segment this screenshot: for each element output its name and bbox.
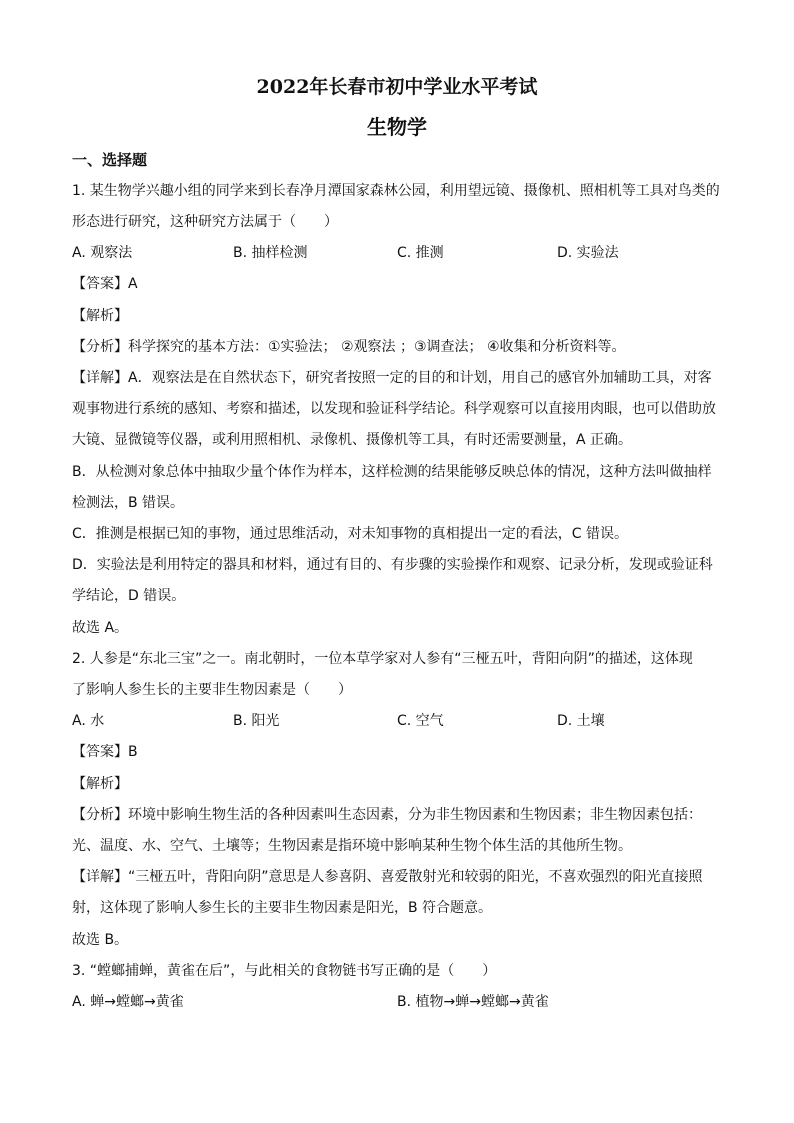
- q2-option-d: D. 土壤: [557, 713, 605, 729]
- q2-option-a: A. 水: [72, 713, 105, 729]
- q2-answer: 【答案】B: [72, 744, 138, 760]
- q1-detail-line7: D．实验法是利用特定的器具和材料，通过有目的、有步骤的实验操作和观察、记录分析，发现或验证科: [72, 557, 713, 573]
- q1-option-c: C. 推测: [397, 245, 444, 261]
- q1-option-a: A. 观察法: [72, 245, 133, 261]
- q2-stem-line1: 2. 人参是“东北三宝”之一。南北朝时，一位本草学家对人参有“三桠五叶，背阳向阴”的描述，这体现: [72, 651, 693, 667]
- q1-detail-line8: 学结论，D 错误。: [72, 588, 186, 604]
- q2-analysis-line1: 【分析】环境中影响生物生活的各种因素叫生态因素，分为非生物因素和生物因素；非生物因素包括：: [72, 807, 702, 823]
- q1-detail-line4: B．从检测对象总体中抽取少量个体作为样本，这样检测的结果能够反映总体的情况，这种方法叫做抽样: [72, 464, 712, 480]
- q1-answer: 【答案】A: [72, 276, 138, 292]
- q1-option-d: D. 实验法: [557, 245, 619, 261]
- q1-detail-line2: 观事物进行系统的感知、考察和描述，以发现和验证科学结论。科学观察可以直接用肉眼，也可以借助放: [72, 401, 716, 417]
- q2-detail-line2: 射，这体现了影响人参生长的主要非生物因素是阳光，B 符合题意。: [72, 900, 493, 916]
- q1-detail-line1: 【详解】A．观察法是在自然状态下，研究者按照一定的目的和计划，用自己的感官外加辅助工具，对客: [72, 370, 712, 386]
- q2-detail-line1: 【详解】“三桠五叶，背阳向阴”意思是人参喜阴、喜爱散射光和较弱的阳光，不喜欢强烈的阳光直接照: [72, 869, 703, 885]
- q2-option-b: B. 阳光: [233, 713, 280, 729]
- section-heading: 一、选择题: [72, 151, 148, 169]
- q2-analysis-label: 【解析】: [72, 776, 128, 792]
- q1-stem-line1: 1. 某生物学兴趣小组的同学来到长春净月潭国家森林公园，利用望远镜、摄像机、照相机等工具对鸟类的: [72, 183, 720, 199]
- q1-stem-line2: 形态进行研究，这种研究方法属于（ ）: [72, 214, 338, 230]
- q1-detail-line3: 大镜、显微镜等仪器，或利用照相机、录像机、摄像机等工具，有时还需要测量，A 正确。: [72, 432, 633, 448]
- q3-option-a: A. 蝉→螳螂→黄雀: [72, 994, 184, 1010]
- q1-conclusion: 故选 A。: [72, 620, 129, 636]
- q1-detail-line6: C．推测是根据已知的事物，通过思维活动，对未知事物的真相提出一定的看法，C 错误。: [72, 526, 628, 542]
- q2-stem-line2: 了影响人参生长的主要非生物因素是（ ）: [72, 682, 352, 698]
- q2-conclusion: 故选 B。: [72, 932, 129, 948]
- q1-option-b: B. 抽样检测: [233, 245, 308, 261]
- q1-analysis: 【分析】科学探究的基本方法：①实验法； ②观察法 ；③调查法； ④收集和分析资料等。: [72, 339, 626, 355]
- q2-option-c: C. 空气: [397, 713, 444, 729]
- q3-stem: 3. “螳螂捕蝉，黄雀在后”，与此相关的食物链书写正确的是（ ）: [72, 963, 497, 979]
- q1-detail-line5: 检测法，B 错误。: [72, 495, 185, 511]
- q3-option-b: B. 植物→蝉→螳螂→黄雀: [397, 994, 549, 1010]
- subject-title: 生物学: [367, 115, 427, 139]
- exam-title: 2022年长春市初中学业水平考试: [256, 76, 538, 98]
- q1-analysis-label: 【解析】: [72, 308, 128, 324]
- q2-analysis-line2: 光、温度、水、空气、土壤等；生物因素是指环境中影响某种生物个体生活的其他所生物。: [72, 838, 632, 854]
